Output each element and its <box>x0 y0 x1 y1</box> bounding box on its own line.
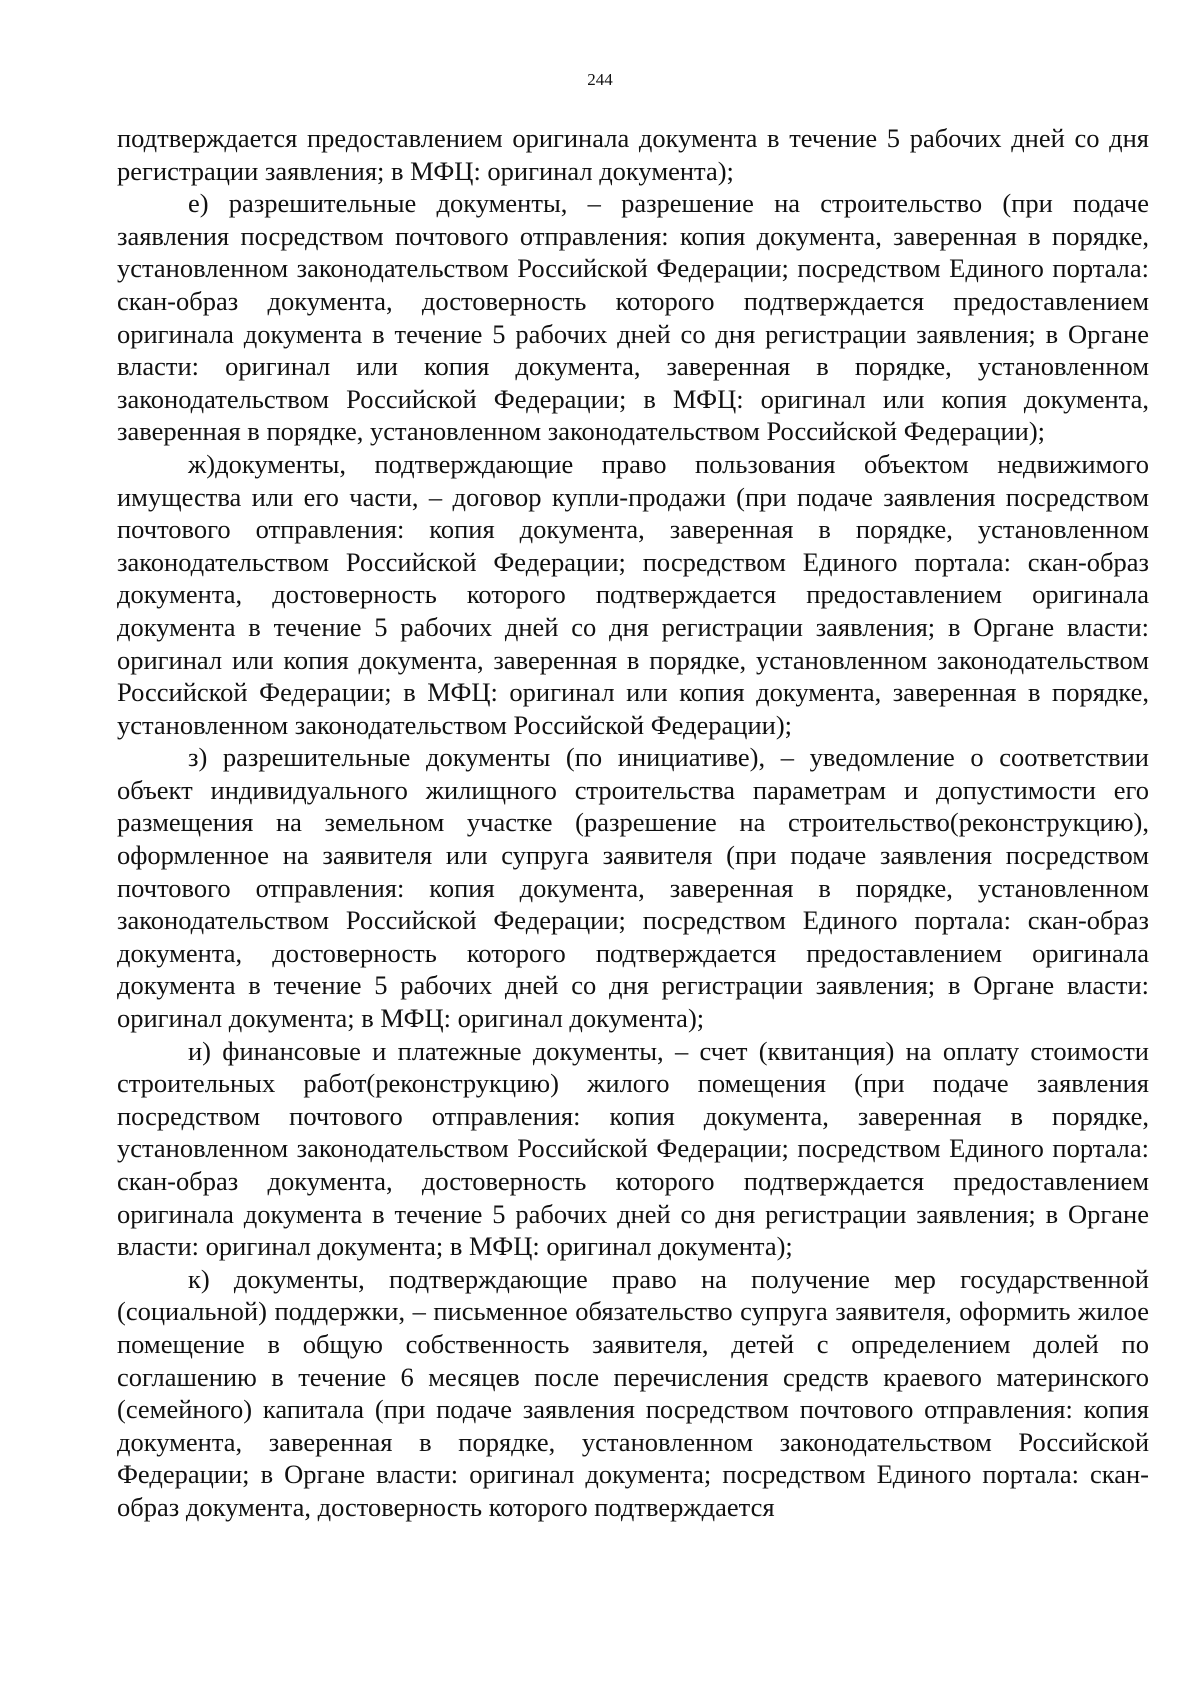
paragraph-item-k: к) документы, подтверждающие право на получение мер государственной (социальной) поддержки, – письменное обязательство супруга заявителя, оформить жилое помещение в общую собственность заявителя, детей с определением долей по соглашению в течение 6 месяцев после перечисления средств краевого материнского (семейного) капитала (при подаче заявления посредством почтового отправления: копия документа, заверенная в порядке, установленном законодательством Российской Федерации; в Органе власти: оригинал документа; посредством Единого портала: скан-образ документа, достоверность которого подтверждается <box>117 1263 1149 1522</box>
paragraph-item-i: и) финансовые и платежные документы, – счет (квитанция) на оплату стоимости строительных работ(реконструкцию) жилого помещения (при подаче заявления посредством почтового отправления: копия документа, заверенная в порядке, установленном законодательством Российской Федерации; посредством Единого портала: скан-образ документа, достоверность которого подтверждается предоставлением оригинала документа в течение 5 рабочих дней со дня регистрации заявления; в Органе власти: оригинал документа; в МФЦ: оригинал документа); <box>117 1035 1149 1262</box>
page-number: 244 <box>587 70 613 89</box>
paragraph-item-e: е) разрешительные документы, – разрешение на строительство (при подаче заявления посредством почтового отправления: копия документа, заверенная в порядке, установленном законодательством Российской Федерации; посредством Единого портала: скан-образ документа, достоверность которого подтверждается предоставлением оригинала документа в течение 5 рабочих дней со дня регистрации заявления; в Органе власти: оригинал или копия документа, заверенная в порядке, установленном законодательством Российской Федерации; в МФЦ: оригинал или копия документа, заверенная в порядке, установленном законодательством Российской Федерации); <box>117 188 1149 447</box>
paragraph-item-zh: ж)документы, подтверждающие право пользования объектом недвижимого имущества или его части, – договор купли-продажи (при подаче заявления посредством почтового отправления: копия документа, заверенная в порядке, установленном законодательством Российской Федерации; посредством Единого портала: скан-образ документа, достоверность которого подтверждается предоставлением оригинала документа в течение 5 рабочих дней со дня регистрации заявления; в Органе власти: оригинал или копия документа, заверенная в порядке, установленном законодательством Российской Федерации; в МФЦ: оригинал или копия документа, заверенная в порядке, установленном законодательством Российской Федерации); <box>117 448 1149 740</box>
document-body <box>117 122 1149 1524</box>
paragraph-continuation: подтверждается предоставлением оригинала документа в течение 5 рабочих дней со дня регистрации заявления; в МФЦ: оригинал документа); <box>117 123 1149 186</box>
paragraph-item-z: з) разрешительные документы (по инициативе), – уведомление о соответствии объект индивидуального жилищного строительства параметрам и допустимости его размещения на земельном участке (разрешение на строительство(реконструкцию), оформленное на заявителя или супруга заявителя (при подаче заявления посредством почтового отправления: копия документа, заверенная в порядке, установленном законодательством Российской Федерации; посредством Единого портала: скан-образ документа, достоверность которого подтверждается предоставлением оригинала документа в течение 5 рабочих дней со дня регистрации заявления; в Органе власти: оригинал документа; в МФЦ: оригинал документа); <box>117 742 1149 1034</box>
